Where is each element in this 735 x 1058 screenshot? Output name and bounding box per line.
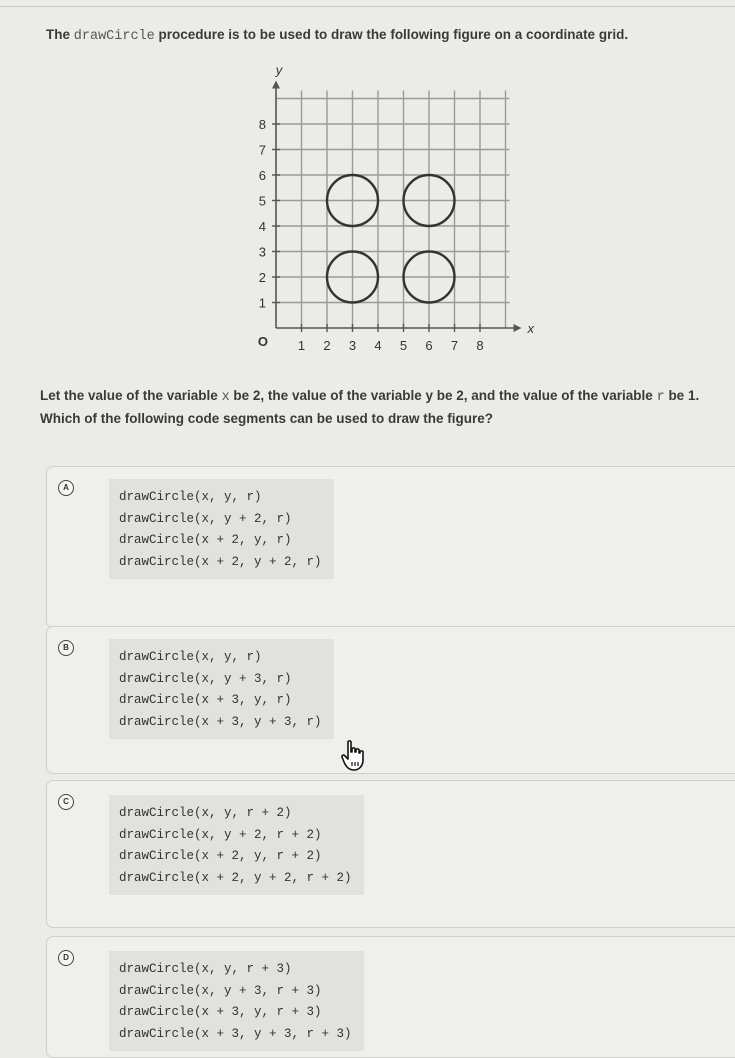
x-tick-label: 6	[425, 338, 433, 353]
x-axis-label: x	[527, 321, 534, 336]
y-tick-label: 3	[258, 244, 266, 260]
prompt-variable-r: r	[656, 390, 665, 405]
option-b[interactable]	[46, 626, 735, 774]
coordinate-grid-figure	[240, 60, 540, 360]
option-c-line-3: drawCircle(x + 2, y, r + 2)	[119, 849, 322, 863]
prompt-part-2: be 2, the value of the variable y be 2, and the value of the variable	[229, 388, 657, 403]
option-a-badge: A	[58, 480, 74, 496]
option-b-badge: B	[58, 640, 74, 656]
y-tick-label: 5	[258, 193, 266, 209]
x-tick-label: 7	[450, 338, 459, 353]
option-a-code	[109, 479, 334, 579]
x-tick-label: 8	[476, 338, 484, 353]
option-c-line-2: drawCircle(x, y + 2, r + 2)	[119, 827, 322, 842]
option-d[interactable]	[46, 936, 735, 1058]
option-b-code	[109, 639, 334, 739]
y-tick-label: 4	[258, 219, 266, 234]
y-axis-label: y	[275, 62, 283, 78]
x-tick-label: 5	[399, 338, 408, 353]
option-d-line-2: drawCircle(x, y + 3, r + 3)	[119, 983, 322, 998]
option-b-line-4: drawCircle(x + 3, y + 3, r)	[119, 714, 322, 729]
option-d-badge: D	[58, 950, 74, 966]
origin-label: O	[257, 334, 268, 349]
question-text-end: procedure is to be used to draw the following figure on a coordinate grid.	[154, 27, 629, 42]
question-text	[46, 27, 706, 44]
x-tick-label: 2	[323, 338, 331, 353]
y-tick-label: 8	[258, 117, 266, 132]
y-tick-label: 7	[258, 142, 266, 158]
option-a-line-2: drawCircle(x, y + 2, r)	[119, 511, 292, 526]
prompt-variable-x: x	[221, 390, 230, 405]
x-tick-label: 1	[297, 338, 306, 353]
option-d-line-4: drawCircle(x + 3, y + 3, r + 3)	[119, 1026, 352, 1041]
y-axis-arrow	[272, 81, 280, 89]
option-c-code	[109, 795, 364, 895]
option-c-line-4: drawCircle(x + 2, y + 2, r + 2)	[119, 870, 352, 885]
y-tick-label: 6	[258, 168, 266, 183]
x-tick-label: 3	[348, 338, 357, 353]
y-tick-label: 1	[258, 295, 266, 311]
option-c-badge: C	[58, 794, 74, 810]
y-tick-label: 2	[258, 270, 266, 285]
procedure-name: drawCircle	[73, 29, 155, 44]
x-axis-arrow	[514, 324, 522, 332]
option-a[interactable]	[46, 466, 735, 628]
question-text-start: The	[46, 27, 74, 42]
option-a-line-1: drawCircle(x, y, r)	[119, 490, 262, 504]
option-b-line-1: drawCircle(x, y, r)	[119, 650, 262, 664]
option-d-line-3: drawCircle(x + 3, y, r + 3)	[119, 1005, 322, 1019]
prompt-text	[40, 385, 700, 429]
option-a-line-3: drawCircle(x + 2, y, r)	[119, 533, 292, 547]
x-tick-label: 4	[374, 338, 382, 353]
option-a-line-4: drawCircle(x + 2, y + 2, r)	[119, 554, 322, 569]
option-b-line-2: drawCircle(x, y + 3, r)	[119, 671, 292, 686]
option-b-line-3: drawCircle(x + 3, y, r)	[119, 693, 292, 707]
prompt-part-3: be 1. Which of the following code segments can be used to draw the figure?	[40, 388, 700, 426]
option-d-line-1: drawCircle(x, y, r + 3)	[119, 962, 292, 976]
coordinate-grid	[240, 60, 540, 360]
top-divider	[0, 6, 735, 7]
option-c-line-1: drawCircle(x, y, r + 2)	[119, 806, 292, 820]
option-d-code	[109, 951, 364, 1051]
option-c[interactable]	[46, 780, 735, 928]
hand-cursor-icon	[340, 740, 368, 772]
prompt-part-1: Let the value of the variable	[40, 388, 222, 403]
